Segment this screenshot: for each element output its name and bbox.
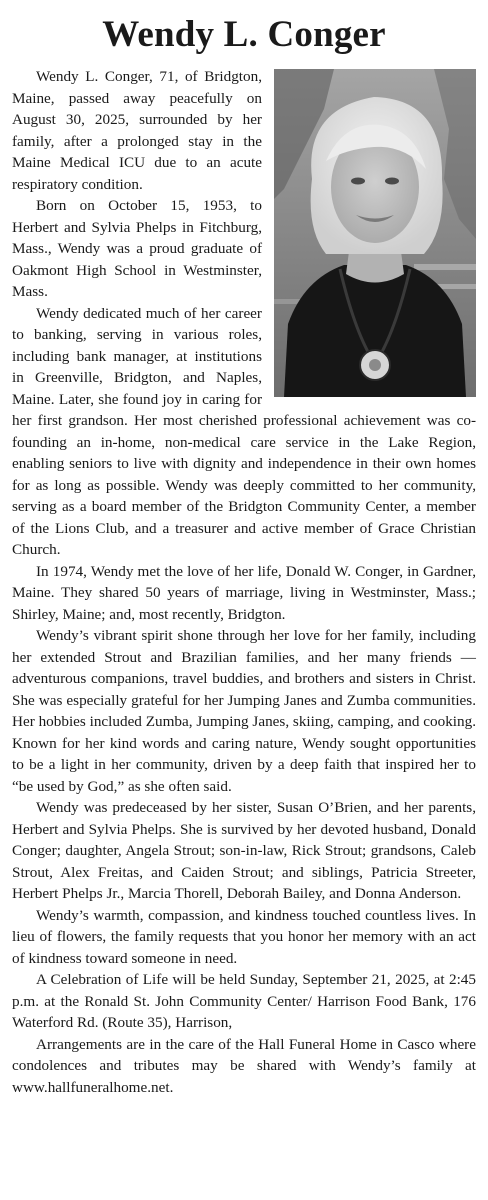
portrait-image bbox=[274, 69, 476, 397]
obituary-title: Wendy L. Conger bbox=[102, 14, 386, 55]
obituary-body bbox=[12, 66, 476, 1098]
paragraph-8: A Celebration of Life will be held Sunday, September 21, 2025, at 2:45 p.m. at the Ronald St. John Community Center/ Harrison Food Bank, 176 Waterford Rd. (Route 35), Harrison, bbox=[12, 971, 476, 1031]
paragraph-6: Wendy was predeceased by her sister, Susan O’Brien, and her parents, Herbert and Sylvia Phelps. She is survived by her devoted husband, Donald Conger; daughter, Angela Strout; son-in-law, Rick Strout; grandsons, Caleb Strout, Alex Freitas, and Caiden Strout; and siblings, Patricia Streeter, Herbert Phelps Jr., Marcia Thorell, Deborah Bailey, and Donna Anderson. bbox=[12, 799, 476, 902]
paragraph-4: In 1974, Wendy met the love of her life, Donald W. Conger, in Gardner, Maine. They shared 50 years of marriage, living in Westminster, Mass.; Shirley, Maine; and, most recently, Bridgton. bbox=[12, 562, 476, 623]
portrait-photo bbox=[274, 69, 476, 397]
paragraph-7: Wendy’s warmth, compassion, and kindness touched countless lives. In lieu of flowers, the family requests that you honor her memory with an act of kindness toward someone in need. bbox=[12, 906, 476, 967]
paragraph-1: Wendy L. Conger, 71, of Bridgton, Maine, passed away peacefully on August 30, 2025, surrounded by her family, after a prolonged stay in the Maine Medical ICU due to an acute respiratory condition. bbox=[12, 68, 262, 193]
paragraph-2: Born on October 15, 1953, to Herbert and Sylvia Phelps in Fitchburg, Mass., Wendy was a proud graduate of Oakmont High School in Westminster, Mass. bbox=[12, 197, 262, 300]
paragraph-3: Wendy dedicated much of her career to banking, serving in various roles, including bank manager, at institutions in Greenville, Bridgton, and Naples, Maine. Later, she found joy in caring for her first grandson. Her most cherished professional achievement was co-founding an in-home, non-medical care service in the Lake Region, enabling seniors to live with dignity and independence in their own homes for as long as possible. Wendy was deeply committed to her community, serving as a board member of the Bridgton Community Center, a member of the Lions Club, and a treasurer and active member of Grace Christian Church. bbox=[12, 304, 476, 558]
paragraph-9: Arrangements are in the care of the Hall Funeral Home in Casco where condolences and tributes may be shared with Wendy’s family at www.hallfuneralhome.net. bbox=[12, 1035, 476, 1096]
paragraph-5: Wendy’s vibrant spirit shone through her love for her family, including her extended Strout and Brazilian families, and her many friends — adventurous companions, travel buddies, and brothers and sisters in Christ. She was especially grateful for her Jumping Janes and Zumba communities. Her hobbies included Zumba, Jumping Janes, skiing, camping, and cooking. Known for her kind words and caring nature, Wendy sought opportunities to be a light in her community, driven by a deep faith that inspired her to “be used by God,” as she often said. bbox=[12, 627, 476, 795]
